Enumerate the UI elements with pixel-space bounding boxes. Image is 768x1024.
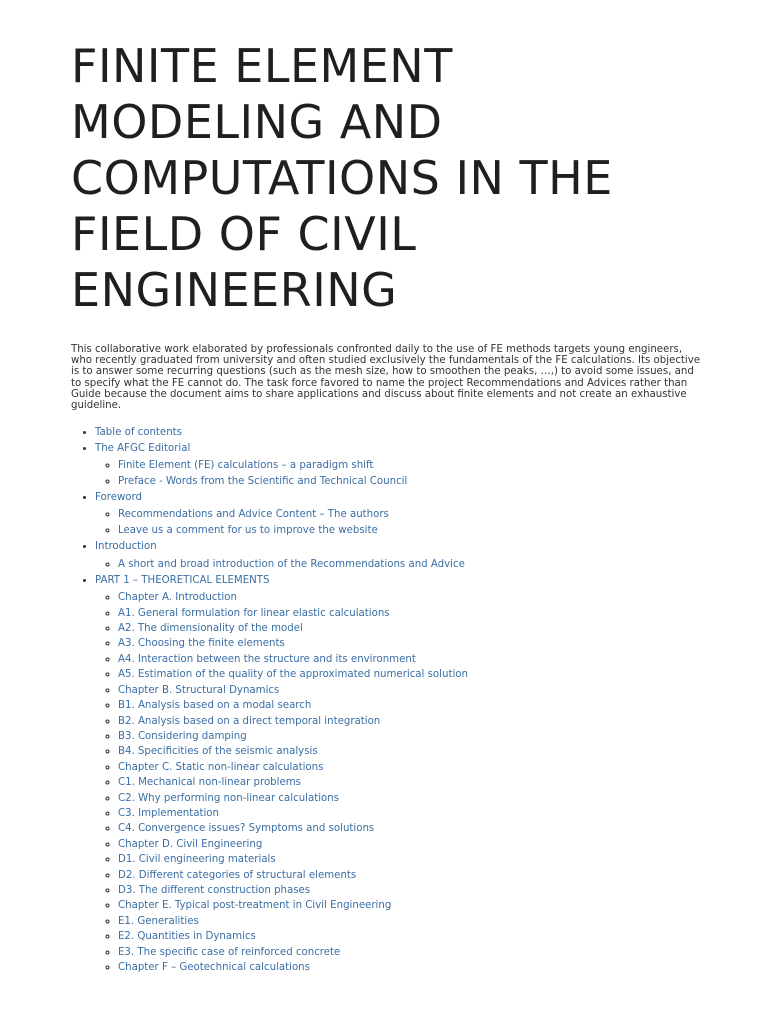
toc-link[interactable]: A2. The dimensionality of the model [118,623,303,635]
toc-subitem [118,760,711,775]
toc-link-part-1[interactable]: PART 1 – THEORETICAL ELEMENTS [95,574,270,586]
toc-link-introduction[interactable]: Introduction [95,541,157,553]
toc-item [95,490,711,539]
table-of-contents-list [71,425,711,975]
toc-link[interactable]: Chapter C. Static non-linear calculations [118,761,324,773]
toc-item [95,425,711,440]
toc-subitem [118,852,711,867]
page-title: FINITE ELEMENT MODELING AND COMPUTATIONS IN THE FIELD OF CIVIL ENGINEERING [71,39,613,317]
toc-subitem [118,775,711,790]
toc-subitem [118,667,711,682]
toc-item [95,539,711,572]
toc-subitem [118,883,711,898]
toc-item [95,441,711,490]
toc-link[interactable]: Finite Element (FE) calculations – a paradigm shift [118,460,374,472]
toc-link[interactable]: E3. The specific case of reinforced concrete [118,946,341,958]
toc-subitem [118,606,711,621]
toc-link[interactable]: Chapter A. Introduction [118,592,237,604]
toc-subitem [118,791,711,806]
intro-paragraph: This collaborative work elaborated by professionals confronted daily to the use of FE methods targets young engineers, who recently graduated from university and often studied exclusively the fundamentals of the FE calculations. Its objective is to answer some recurring questions (such as the mesh size, how to smoothen the peaks, …,) to avoid some issues, and to specify what the FE cannot do. The task force favored to name the project Recommendations and Advices rather than Guide because the document aims to share applications and discuss about finite elements and not create an exhaustive guideline. [71,344,701,412]
toc-subitem [118,898,711,913]
toc-subitem [118,458,711,474]
toc-sublist-afgc [95,458,711,490]
toc-link[interactable]: Recommendations and Advice Content – The authors [118,509,389,521]
document-page [71,38,711,975]
toc-subitem [118,698,711,713]
toc-subitem [118,636,711,651]
toc-subitem [118,960,711,975]
toc-link[interactable]: Chapter E. Typical post-treatment in Civil Engineering [118,900,392,912]
toc-subitem [118,914,711,929]
toc-link[interactable]: Chapter D. Civil Engineering [118,838,263,850]
toc-link[interactable]: Preface - Words from the Scientific and Technical Council [118,476,408,488]
toc-subitem [118,523,711,539]
toc-subitem [118,652,711,667]
toc-subitem [118,868,711,883]
toc-link[interactable]: A4. Interaction between the structure and its environment [118,653,416,665]
toc-link[interactable]: Leave us a comment for us to improve the website [118,525,378,537]
toc-link[interactable]: B1. Analysis based on a modal search [118,700,312,712]
toc-link-table-of-contents[interactable]: Table of contents [95,427,182,439]
toc-link[interactable]: C3. Implementation [118,807,219,819]
toc-subitem [118,683,711,698]
toc-link[interactable]: E1. Generalities [118,915,199,927]
toc-subitem [118,837,711,852]
toc-link[interactable]: D1. Civil engineering materials [118,854,276,866]
toc-link[interactable]: D2. Different categories of structural elements [118,869,357,881]
toc-subitem [118,729,711,744]
toc-link[interactable]: Chapter B. Structural Dynamics [118,684,280,696]
toc-sublist-introduction [95,557,711,573]
toc-link[interactable]: C2. Why performing non-linear calculations [118,792,340,804]
toc-subitem [118,714,711,729]
toc-link[interactable]: A short and broad introduction of the Recommendations and Advice [118,558,465,570]
toc-link[interactable]: B4. Specificities of the seismic analysis [118,746,318,758]
toc-subitem [118,590,711,605]
toc-link[interactable]: B2. Analysis based on a direct temporal integration [118,715,381,727]
toc-link[interactable]: E2. Quantities in Dynamics [118,931,256,943]
toc-subitem [118,557,711,573]
toc-link[interactable]: A5. Estimation of the quality of the approximated numerical solution [118,669,468,681]
toc-sublist-foreword [95,507,711,539]
toc-link-foreword[interactable]: Foreword [95,492,143,504]
toc-link[interactable]: A1. General formulation for linear elastic calculations [118,607,390,619]
toc-sublist-part-1 [95,590,711,975]
toc-subitem [118,507,711,523]
toc-item [95,573,711,976]
toc-link[interactable]: C1. Mechanical non-linear problems [118,777,301,789]
toc-subitem [118,474,711,490]
toc-link[interactable]: C4. Convergence issues? Symptoms and solutions [118,823,375,835]
toc-subitem [118,621,711,636]
toc-link[interactable]: D3. The different construction phases [118,884,311,896]
toc-link-afgc-editorial[interactable]: The AFGC Editorial [95,442,191,454]
toc-subitem [118,945,711,960]
toc-subitem [118,744,711,759]
toc-link[interactable]: A3. Choosing the finite elements [118,638,285,650]
toc-link[interactable]: B3. Considering damping [118,730,247,742]
toc-subitem [118,929,711,944]
toc-subitem [118,821,711,836]
toc-subitem [118,806,711,821]
toc-link[interactable]: Chapter F – Geotechnical calculations [118,962,310,973]
